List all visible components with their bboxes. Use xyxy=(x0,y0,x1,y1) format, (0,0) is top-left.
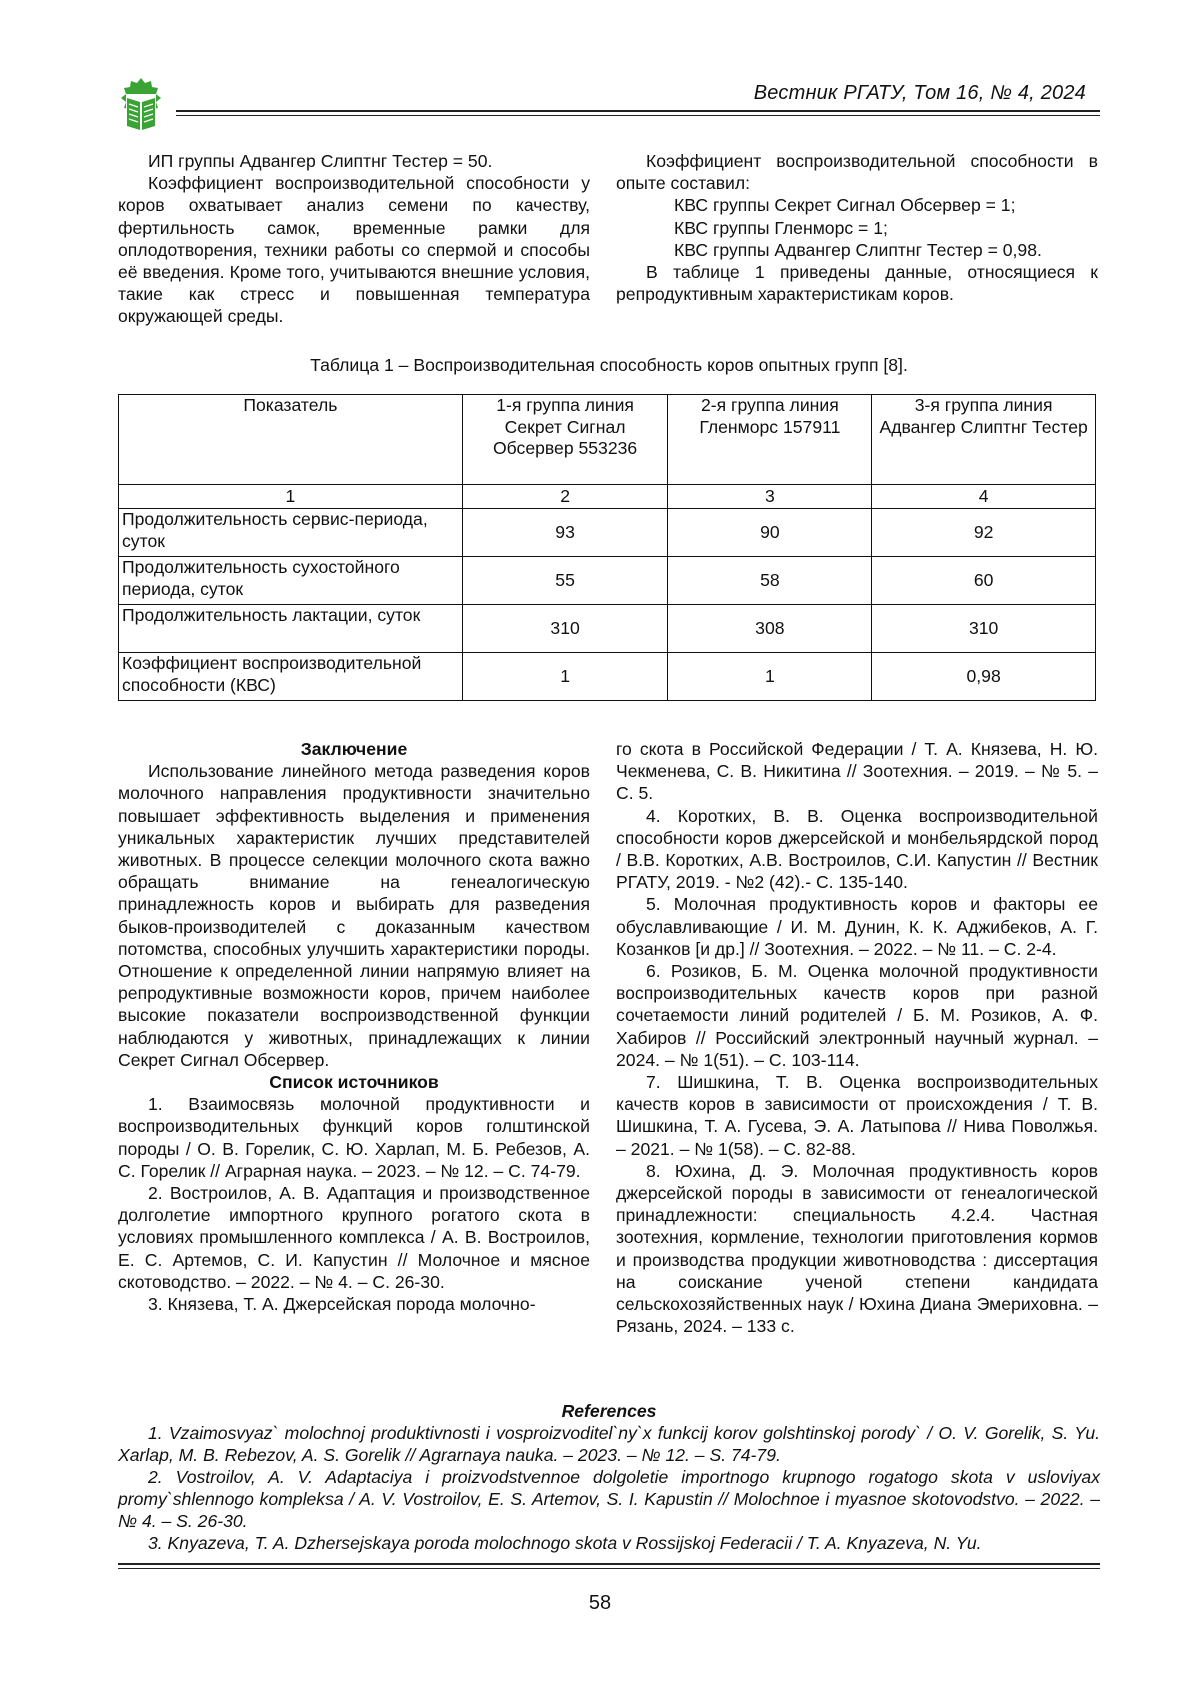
table-row xyxy=(119,557,1096,605)
table-cell: 93 xyxy=(462,509,668,557)
paragraph: В таблице 1 приведены данные, относящиеся к репродуктивным характеристикам коров. xyxy=(616,262,1098,305)
source-item: 8. Юхина, Д. Э. Молочная продуктивность коров джерсейской породы в зависимости от генеалогической принадлежности: специальность 4.2.4. Частная зоотехния, кормление, технологии приготовления кормов и производства продукции животноводства : диссертация на соискание ученой степени кандидата сельскохозяйственных наук / Юхина Диана Эмериховна. – Рязань, 2024. – 133 с. xyxy=(616,1160,1098,1337)
column-number: 1 xyxy=(119,485,463,509)
table-header: Показатель xyxy=(119,395,463,485)
sources-title: Список источников xyxy=(269,1072,439,1093)
row-label: Продолжительность сухостойного периода, суток xyxy=(119,557,463,605)
row-label: Продолжительность сервис-периода, суток xyxy=(119,509,463,557)
reference-item: 1. Vzaimosvyaz` molochnoj produktivnosti i vosproizvoditel`ny`x funkcij korov golshtinskoj porody` / O. V. Gorelik, S. Yu. Xarlap, M. B. Rebezov, A. S. Gorelik // Agrarnaya nauka. – 2023. – № 12. – S. 74-79. xyxy=(118,1423,1100,1465)
header-rule xyxy=(176,110,1100,112)
kvs-line: КВС группы Адвангер Слиптнг Тестер = 0,98. xyxy=(674,239,1042,260)
table-cell: 90 xyxy=(668,509,872,557)
source-item-continued: го скота в Российской Федерации / Т. А. Князева, Н. Ю. Чекменева, С. В. Никитина // Зоотехния. – 2019. – № 5. – С. 5. xyxy=(616,739,1098,804)
table-cell: 1 xyxy=(668,653,872,701)
column-number: 3 xyxy=(668,485,872,509)
column-number: 2 xyxy=(462,485,668,509)
page-header xyxy=(118,76,1100,134)
references-title: References xyxy=(561,1401,657,1421)
left-bottom-column xyxy=(118,738,590,1315)
header-rule-thin xyxy=(176,115,1100,116)
journal-title: Вестник РГАТУ, Том 16, № 4, 2024 xyxy=(753,82,1086,104)
right-top-column xyxy=(616,150,1098,305)
table-header: 2-я группа линия Гленморс 157911 xyxy=(668,395,872,485)
data-table xyxy=(118,394,1096,701)
table-cell: 308 xyxy=(668,605,872,653)
table-number-row xyxy=(119,485,1096,509)
kvs-line: КВС группы Секрет Сигнал Обсервер = 1; xyxy=(674,195,1016,216)
source-item: 3. Князева, Т. А. Джерсейская порода молочно- xyxy=(148,1294,536,1315)
table-cell: 310 xyxy=(872,605,1096,653)
footer-rule-thin xyxy=(118,1568,1100,1569)
conclusion-text: Использование линейного метода разведения коров молочного направления продуктивности значительно повышает эффективность выделения и применения уникальных характеристик лучших представителей животных. В процессе селекции молочного скота важно обращать внимание на генеалогическую принадлежность коров и выбирать для разведения быков-производителей с доказанным качеством потомства, способных улучшить характеристики породы. Отношение к определенной линии напрямую влияет на репродуктивные возможности коров, причем наиболее высокие показатели воспроизводственной функции наблюдаются у животных, принадлежащих к линии Секрет Сигнал Обсервер. xyxy=(118,761,590,1070)
reference-item: 2. Vostroilov, A. V. Adaptaciya i proizvodstvennoe dolgoletie importnogo krupnogo rogatogo skota v usloviyax promy`shlennogo kompleksa / A. V. Vostroilov, E. S. Artemov, S. I. Kapustin // Molochnoe i myasnoe skotovodstvo. – 2022. – № 4. – S. 26-30. xyxy=(118,1467,1100,1531)
kvs-line: КВС группы Гленморс = 1; xyxy=(674,217,888,238)
table-cell: 0,98 xyxy=(872,653,1096,701)
table-cell: 92 xyxy=(872,509,1096,557)
source-item: 6. Розиков, Б. М. Оценка молочной продуктивности воспроизводительных качеств коров при разной сочетаемости линий родителей / Б. М. Розиков, А. Ф. Хабиров // Российский электронный научный журнал. – 2024. – № 1(51). – С. 103-114. xyxy=(616,961,1098,1070)
table-cell: 55 xyxy=(462,557,668,605)
table-cell: 1 xyxy=(462,653,668,701)
source-item: 7. Шишкина, Т. В. Оценка воспроизводительных качеств коров в зависимости от происхождения / Т. В. Шишкина, Т. А. Гусева, Э. А. Латыпова // Нива Поволжья. – 2021. – № 1(58). – С. 82-88. xyxy=(616,1072,1098,1159)
paragraph: Коэффициент воспроизводительной способности у коров охватывает анализ семени по качеству, фертильность самок, временные рамки для оплодотворения, техники работы со спермой и способы её введения. Кроме того, учитываются внешние условия, такие как стресс и повышенная температура окружающей среды. xyxy=(118,173,590,327)
right-bottom-column xyxy=(616,738,1098,1337)
table-row xyxy=(119,653,1096,701)
table-header: 3-я группа линия Адвангер Слиптнг Тестер xyxy=(872,395,1096,485)
paragraph: Коэффициент воспроизводительной способности в опыте составил: xyxy=(616,151,1098,194)
table-cell: 60 xyxy=(872,557,1096,605)
table-header-row xyxy=(119,395,1096,485)
source-item: 4. Коротких, В. В. Оценка воспроизводительной способности коров джерсейской и монбельярдской пород / В.В. Коротких, А.В. Востроилов, С.И. Капустин // Вестник РГАТУ, 2019. - №2 (42).- С. 135-140. xyxy=(616,805,1098,893)
references-section xyxy=(118,1400,1100,1554)
table-row xyxy=(119,605,1096,653)
source-item: 5. Молочная продуктивность коров и факторы ее обуславливающие / И. М. Дунин, К. К. Аджибеков, А. Г. Козанков [и др.] // Зоотехния. – 2022. – № 11. – С. 2-4. xyxy=(616,894,1098,959)
source-item: 2. Востроилов, А. В. Адаптация и производственное долголетие импортного крупного рогатого скота в условиях промышленного комплекса / А. В. Востроилов, Е. С. Артемов, С. И. Капустин // Молочное и мясное скотоводство. – 2022. – № 4. – С. 26-30. xyxy=(118,1183,590,1292)
footer-rule xyxy=(118,1563,1100,1565)
table-row xyxy=(119,509,1096,557)
left-top-column xyxy=(118,150,590,328)
conclusion-title: Заключение xyxy=(300,739,408,759)
column-number: 4 xyxy=(872,485,1096,509)
row-label: Продолжительность лактации, суток xyxy=(119,605,463,653)
journal-logo-icon xyxy=(118,76,164,134)
table-header: 1-я группа линия Секрет Сигнал Обсервер 553236 xyxy=(462,395,668,485)
source-item: 1. Взаимосвязь молочной продуктивности и воспроизводительных функций коров голштинской породы / О. В. Горелик, С. Ю. Харлап, М. Б. Ребезов, А. С. Горелик // Аграрная наука. – 2023. – № 12. – С. 74-79. xyxy=(118,1094,590,1181)
page-number: 58 xyxy=(588,1592,612,1614)
table-caption: Таблица 1 – Воспроизводительная способность коров опытных групп [8]. xyxy=(310,355,908,375)
table-cell: 310 xyxy=(462,605,668,653)
reference-item: 3. Knyazeva, T. A. Dzhersejskaya poroda molochnogo skota v Rossijskoj Federacii / T. A. Knyazeva, N. Yu. xyxy=(148,1533,982,1553)
row-label: Коэффициент воспроизводительной способности (КВС) xyxy=(119,653,463,701)
table-cell: 58 xyxy=(668,557,872,605)
paragraph: ИП группы Адвангер Слиптнг Тестер = 50. xyxy=(148,151,493,171)
